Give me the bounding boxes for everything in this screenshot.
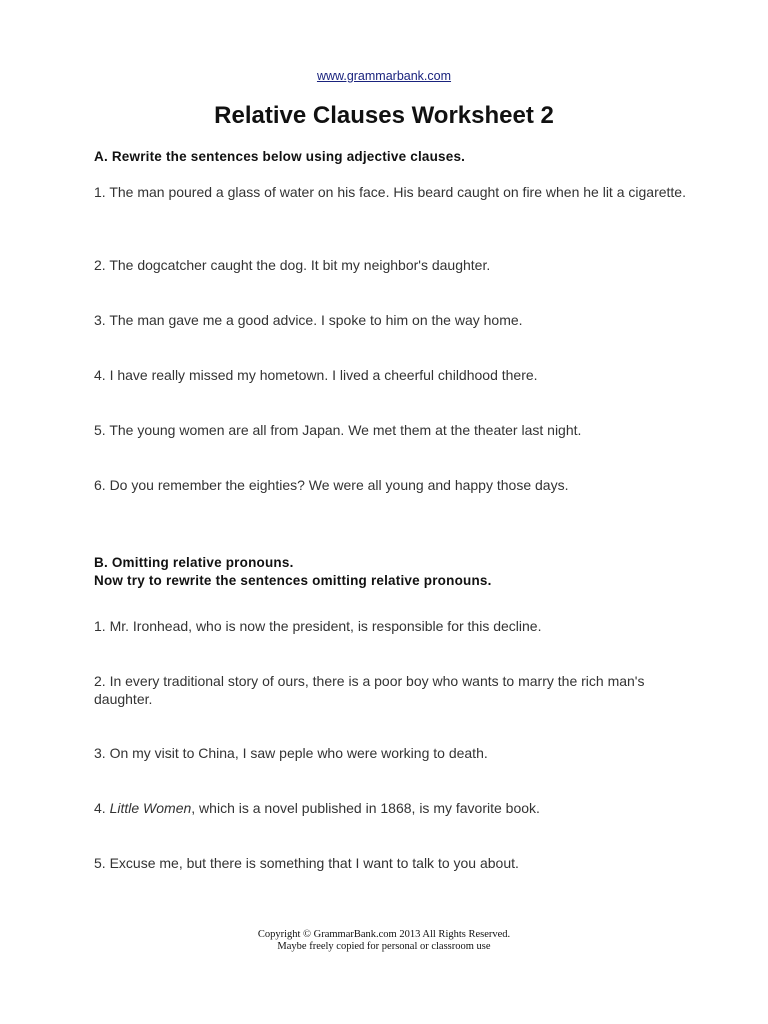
usage-note: Maybe freely copied for personal or classroom use	[277, 941, 491, 952]
section-b-item-4	[94, 799, 694, 817]
section-b-item-3: 3. On my visit to China, I saw peple who were working to death.	[94, 745, 488, 761]
section-b-heading: B. Omitting relative pronouns.	[94, 555, 294, 570]
section-a-heading: A. Rewrite the sentences below using adjective clauses.	[94, 149, 466, 164]
section-a-item-6: 6. Do you remember the eighties? We were all young and happy those days.	[94, 477, 569, 493]
item-text: , which is a novel published in 1868, is my favorite book.	[191, 800, 540, 816]
section-a-item-2: 2. The dogcatcher caught the dog. It bit my neighbor's daughter.	[94, 257, 491, 273]
section-b-item-1: 1. Mr. Ironhead, who is now the president, is responsible for this decline.	[94, 618, 542, 634]
section-a-item-4: 4. I have really missed my hometown. I lived a cheerful childhood there.	[94, 367, 538, 383]
footer	[0, 929, 768, 953]
section-b-item-5: 5. Excuse me, but there is something that I want to talk to you about.	[94, 855, 519, 871]
copyright-text: Copyright © GrammarBank.com 2013 All Rights Reserved.	[257, 929, 511, 940]
section-a-item-1: 1. The man poured a glass of water on his face. His beard caught on fire when he lit a cigarette.	[94, 184, 686, 200]
section-b-item-2: 2. In every traditional story of ours, there is a poor boy who wants to marry the rich man's daughter.	[94, 673, 645, 707]
item-number: 4.	[94, 800, 110, 816]
website-link[interactable]: www.grammarbank.com	[316, 69, 452, 83]
section-a-item-3: 3. The man gave me a good advice. I spoke to him on the way home.	[94, 312, 523, 328]
page-title: Relative Clauses Worksheet 2	[214, 102, 554, 129]
section-a-item-5: 5. The young women are all from Japan. We met them at the theater last night.	[94, 422, 582, 438]
section-b-subheading: Now try to rewrite the sentences omitting relative pronouns.	[94, 573, 492, 588]
book-title: Little Women	[109, 800, 192, 816]
